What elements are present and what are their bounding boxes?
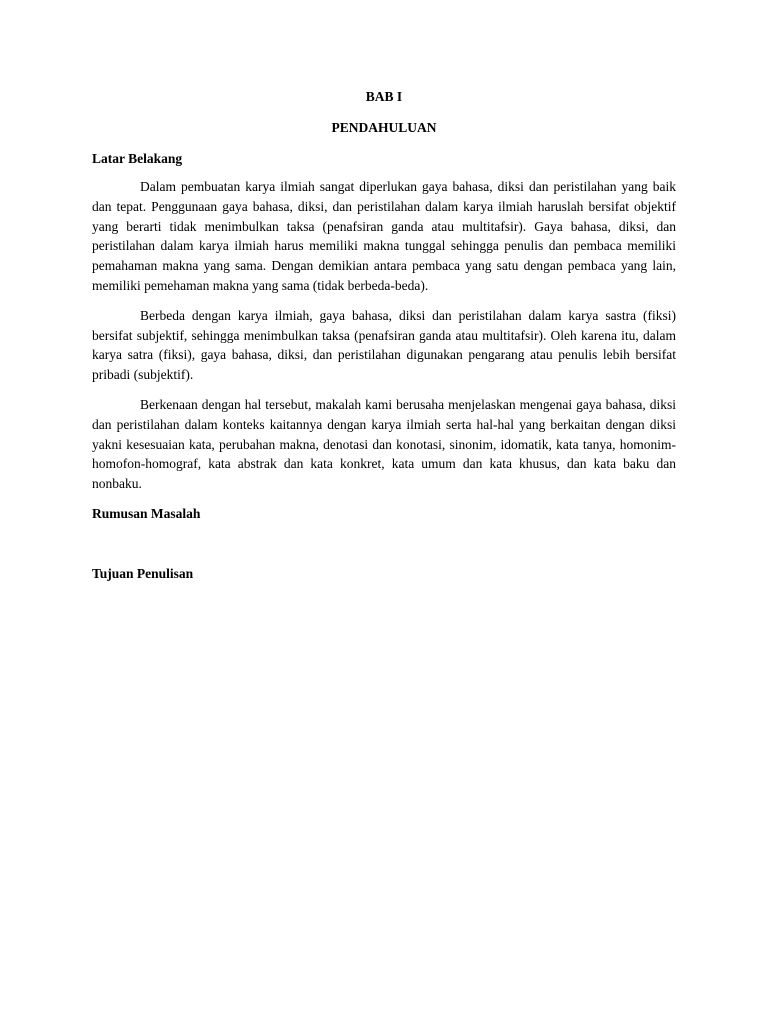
chapter-title: PENDAHULUAN [331, 120, 437, 135]
paragraph-2: Berbeda dengan karya ilmiah, gaya bahasa, diksi dan peristilahan dalam karya sastra (fiksi) bersifat subjektif, sehingga menimbulkan taksa (penafsiran ganda atau multitafsir). Oleh karena itu, dalam karya satra (fiksi), gaya bahasa, diksi, dan peristilahan digunakan pengarang atau penulis lebih bersifat pribadi (subjektif). [92, 307, 676, 383]
section-heading-rumusan-masalah: Rumusan Masalah [92, 505, 201, 521]
section-heading-tujuan-penulisan: Tujuan Penulisan [92, 565, 194, 581]
section-heading-latar-belakang: Latar Belakang [92, 151, 183, 166]
document-page [92, 88, 676, 583]
paragraph-3: Berkenaan dengan hal tersebut, makalah kami berusaha menjelaskan mengenai gaya bahasa, diksi dan peristilahan dalam konteks kaitannya dengan karya ilmiah serta hal-hal yang berkaitan dengan diksi yakni kesesuaian kata, perubahan makna, denotasi dan konotasi, sinonim, idomatik, kata tanya, homonim-homofon-homograf, kata abstrak dan kata konkret, kata umum dan kata khusus, dan kata baku dan nonbaku. [92, 396, 676, 492]
chapter-number: BAB I [365, 89, 403, 104]
paragraph-1: Dalam pembuatan karya ilmiah sangat diperlukan gaya bahasa, diksi dan peristilahan yang baik dan tepat. Penggunaan gaya bahasa, diksi, dan peristilahan dalam karya ilmiah haruslah bersifat objektif yang berarti tidak menimbulkan taksa (penafsiran ganda atau multitafsir). Gaya bahasa, diksi, dan peristilahan dalam karya ilmiah harus memiliki makna tunggal sehingga penulis dan pembaca memiliki pemahaman makna yang sama. Dengan demikian antara pembaca yang satu dengan pembaca yang lain, memiliki pemehaman makna yang sama (tidak berbeda-beda). [92, 179, 676, 293]
